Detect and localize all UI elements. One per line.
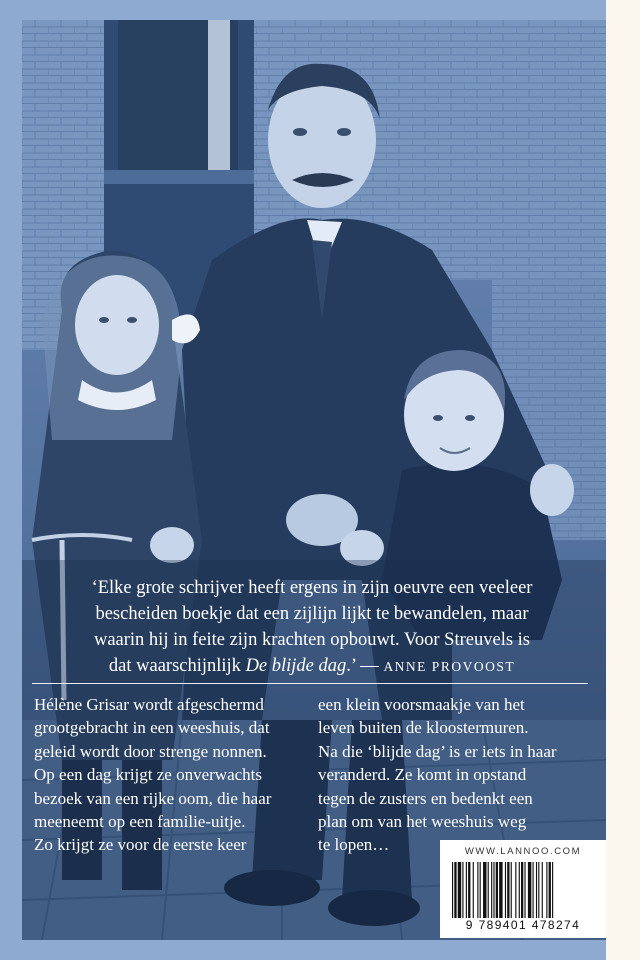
blurb-line: te lopen… xyxy=(318,835,390,855)
blurb-line: een klein voorsmaakje van het xyxy=(318,695,525,714)
barcode-bar xyxy=(533,862,534,918)
barcode-bar xyxy=(466,862,467,918)
barcode-bar xyxy=(515,862,516,918)
quote-line xyxy=(32,653,592,680)
barcode-bar xyxy=(552,862,553,918)
barcode-bar xyxy=(528,862,531,918)
barcode-bar xyxy=(546,862,547,918)
book-title: De blijde dag xyxy=(245,656,347,676)
barcode-bar xyxy=(507,862,509,918)
barcode-bar xyxy=(462,862,463,918)
barcode-bar xyxy=(499,862,502,918)
blurb-line: bezoek van een rijke oom, die haar xyxy=(34,788,272,808)
barcode-bar xyxy=(519,862,520,918)
barcode-bar xyxy=(549,862,551,918)
barcode-bar xyxy=(454,862,456,918)
barcode-bar xyxy=(488,862,489,918)
barcode-bar xyxy=(468,862,470,918)
blurb-line: geleid wordt door strenge nonnen. xyxy=(34,741,267,761)
quote-line-prefix: dat waarschijnlijk xyxy=(108,656,246,676)
barcode-bar xyxy=(511,862,512,918)
barcode-panel xyxy=(440,840,606,938)
blurb-line: tegen de zusters en bedenkt een xyxy=(318,788,533,808)
barcode-bar xyxy=(477,862,478,918)
review-quote xyxy=(32,575,592,680)
barcode-bar xyxy=(496,862,498,918)
blurb-line: grootgebracht in een weeshuis, dat xyxy=(34,718,270,738)
divider xyxy=(32,683,588,684)
blurb-line: leven buiten de kloostermuren. xyxy=(318,718,529,738)
barcode-bar xyxy=(493,862,494,918)
blurb-line: Hélène Grisar wordt afgeschermd xyxy=(34,695,264,714)
publisher-url: WWW.LANNOO.COM xyxy=(464,846,582,857)
isbn-number: 9 789401 478274 xyxy=(465,918,581,932)
page-edge xyxy=(606,0,640,960)
barcode-bar xyxy=(452,862,453,918)
barcode-icon xyxy=(452,862,598,918)
barcode-bar xyxy=(483,862,486,918)
quote-line: ‘Elke grote schrijver heeft ergens in zijn oeuvre een veeleer xyxy=(91,578,533,598)
quote-author: ANNE PROVOOST xyxy=(383,659,516,674)
barcode-bar xyxy=(473,862,474,918)
blurb-line: Zo krijgt ze voor de eerste keer xyxy=(34,835,247,855)
blurb-line: veranderd. Ze komt in opstand xyxy=(318,765,527,785)
blurb-line: Na die ‘blijde dag’ is er iets in haar xyxy=(318,741,557,761)
barcode-bar xyxy=(480,862,481,918)
barcode-bar xyxy=(491,862,492,918)
blurb-line: meeneemt op een familie-uitje. xyxy=(34,812,246,832)
blurb-line: plan om van het weeshuis weg xyxy=(318,812,527,832)
barcode-bar xyxy=(536,862,537,918)
blurb-column-left xyxy=(34,693,290,857)
barcode-bar xyxy=(505,862,506,918)
quote-line: bescheiden boekje dat een zijlijn lijkt te bewandelen, maar xyxy=(95,604,529,624)
barcode-bar xyxy=(458,862,461,918)
barcode-bar xyxy=(542,862,543,918)
barcode-bar xyxy=(524,862,525,918)
quote-line: waarin hij in feite zijn krachten opbouwt. Voor Streuvels is xyxy=(93,630,531,650)
barcode-bar xyxy=(538,862,539,918)
quote-line-suffix: .’ — xyxy=(346,656,384,676)
blurb-column-right xyxy=(318,693,574,857)
barcode-bar xyxy=(521,862,523,918)
blurb-line: Op een dag krijgt ze onverwachts xyxy=(34,765,262,785)
